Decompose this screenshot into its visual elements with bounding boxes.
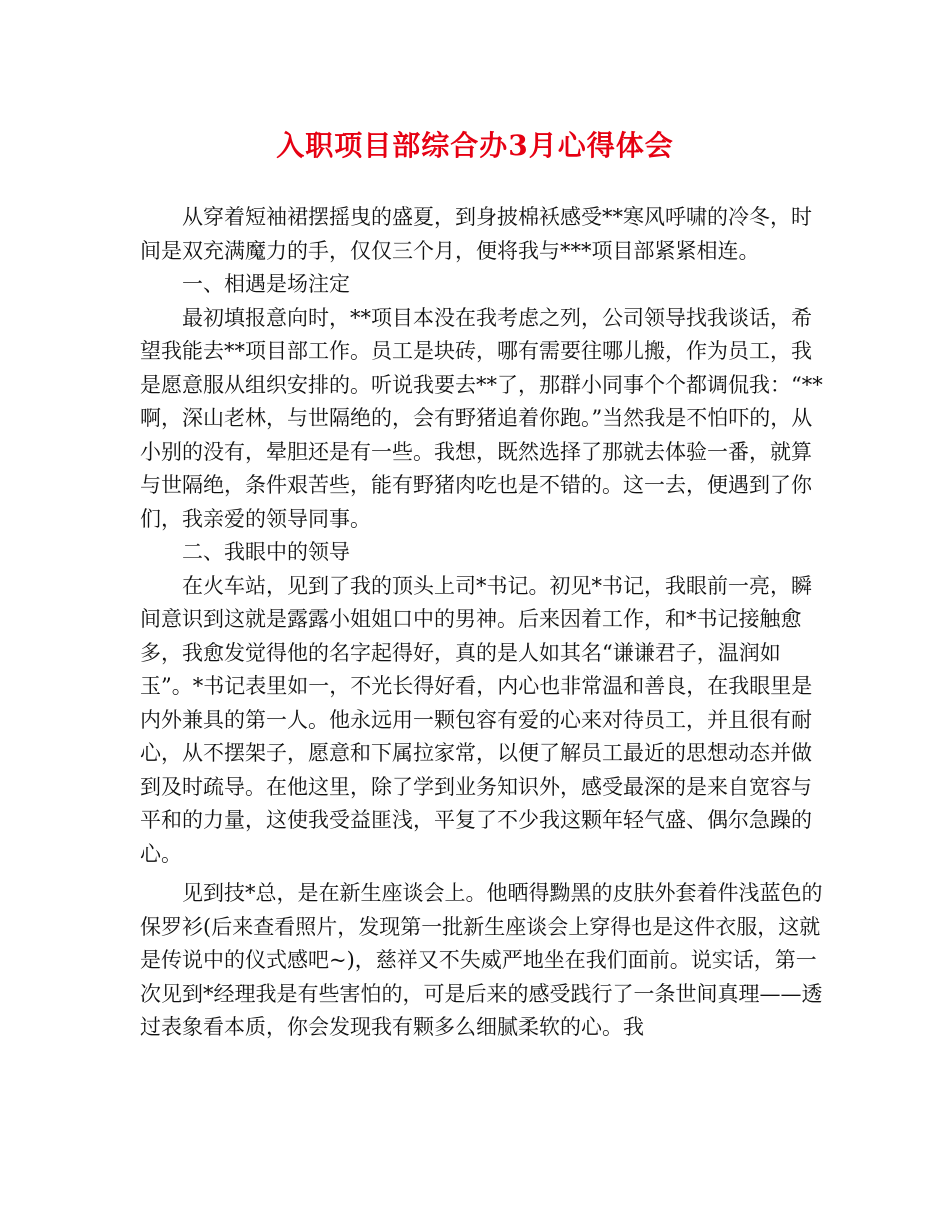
section-heading-1: 一、相遇是场注定 (182, 272, 350, 296)
document-title: 入职项目部综合办3月心得体会 (276, 129, 674, 162)
paragraph-intro: 从穿着短袖裙摆摇曳的盛夏，到身披棉袄感受**寒风呼啸的冷冬，时间是双充满魔力的手，仅仅三个月，便将我与***项目部紧紧相连。 (140, 205, 812, 263)
paragraph-technical-manager: 见到技*总，是在新生座谈会上。他晒得黝黑的皮肤外套着件浅蓝色的保罗衫(后来查看照片，发现第一批新生座谈会上穿得也是这件衣服，这就是传说中的仪式感吧~)，慈祥又不失威严地坐在我们面前。说实话，第一次见到*经理我是有些害怕的，可是后来的感受践行了一条世间真理——透过表象看本质，你会发现我有颗多么细腻柔软的心。我 (140, 881, 823, 1039)
paragraph-secretary: 在火车站，见到了我的顶头上司*书记。初见*书记，我眼前一亮，瞬间意识到这就是露露小姐姐口中的男神。后来因着工作，和*书记接触愈多，我愈发觉得他的名字起得好，真的是人如其名“谦谦君子，温润如玉”。*书记表里如一，不光长得好看，内心也非常温和善良，在我眼里是内外兼具的第一人。他永远用一颗包容有爱的心来对待员工，并且很有耐心，从不摆架子，愿意和下属拉家常，以便了解员工最近的思想动态并做到及时疏导。在他这里，除了学到业务知识外，感受最深的是来自宽容与平和的力量，这使我受益匪浅，平复了不少我这颗年轻气盛、偶尔急躁的心。 (140, 573, 813, 866)
paragraph-first-meeting: 最初填报意向时，**项目本没在我考虑之列，公司领导找我谈话，希望我能去**项目部工作。员工是块砖，哪有需要往哪儿搬，作为员工，我是愿意服从组织安排的。听说我要去**了，那群小同事个个都调侃我：“**啊，深山老林，与世隔绝的，会有野猪追着你跑。”当然我是不怕吓的，从小别的没有，晕胆还是有一些。我想，既然选择了那就去体验一番，就算与世隔绝，条件艰苦些，能有野猪肉吃也是不错的。这一去，便遇到了你们，我亲爱的领导同事。 (140, 305, 823, 531)
document-body (140, 201, 830, 1045)
section-heading-2: 二、我眼中的领导 (182, 540, 350, 564)
